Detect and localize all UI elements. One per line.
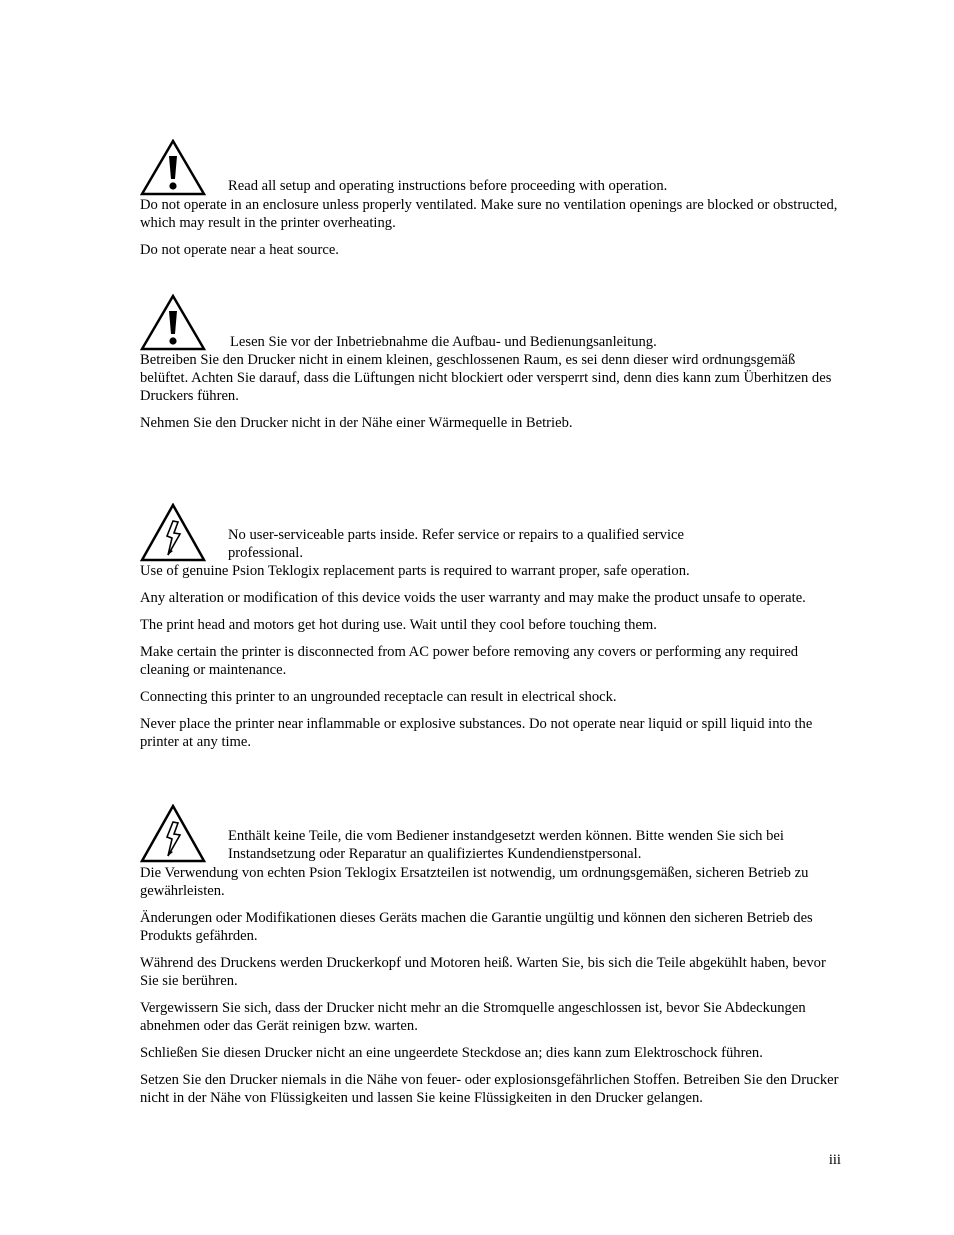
- caution-warning-row: [140, 294, 845, 351]
- paragraph: Setzen Sie den Drucker niemals in die Nähe von feuer- oder explosionsgefährlichen Stoffen. Betreiben Sie den Drucker nicht in der Nähe von Flüssigkeiten und lassen Sie keine Flüssigkeiten in den Drucker gelangen.: [140, 1072, 839, 1106]
- exclamation-warning-icon: [140, 139, 206, 196]
- paragraph: Use of genuine Psion Teklogix replacement parts is required to warrant proper, safe operation.: [140, 563, 690, 579]
- paragraph: Während des Druckens werden Druckerkopf und Motoren heiß. Warten Sie, bis sich die Teile abgekühlt haben, bevor Sie sie berühren.: [140, 955, 826, 989]
- paragraph: The print head and motors get hot during use. Wait until they cool before touching them.: [140, 617, 657, 633]
- paragraph: Nehmen Sie den Drucker nicht in der Nähe einer Wärmequelle in Betrieb.: [140, 415, 573, 431]
- paragraph: Do not operate near a heat source.: [140, 242, 339, 258]
- electric-shock-warning-icon: [140, 804, 206, 863]
- paragraph: Die Verwendung von echten Psion Teklogix Ersatzteilen ist notwendig, um ordnungsgemäßen, sicheren Betrieb zu gewährleisten.: [140, 865, 809, 899]
- electric-shock-warning-icon: [140, 503, 206, 562]
- paragraph: Betreiben Sie den Drucker nicht in einem kleinen, geschlossenen Raum, es sei denn dieser wird ordnungsgemäß belüftet. Achten Sie darauf, dass die Lüftungen nicht blockiert oder versperrt sind, denn dies kann zum Überhitzen des Druckers führen.: [140, 352, 832, 404]
- page-number: iii: [828, 1152, 841, 1168]
- paragraph: Änderungen oder Modifikationen dieses Geräts machen die Garantie ungültig und können den sicheren Betrieb des Produkts gefährden.: [140, 910, 813, 944]
- electrical-warning-row: [140, 804, 845, 864]
- electrical-warning-row: [140, 503, 845, 562]
- electrical-warning-text: Enthält keine Teile, die vom Bediener instandgesetzt werden können. Bitte wenden Sie sich bei Instandsetzung oder Reparatur an qualifiziertes Kundendienstpersonal.: [228, 828, 784, 862]
- paragraph: Connecting this printer to an ungrounded receptacle can result in electrical shock.: [140, 689, 617, 705]
- exclamation-warning-icon: [140, 294, 206, 351]
- paragraph: Schließen Sie diesen Drucker nicht an eine ungeerdete Steckdose an; dies kann zum Elektroschock führen.: [140, 1045, 763, 1061]
- caution-section-english: [140, 139, 845, 268]
- caution-warning-text: Lesen Sie vor der Inbetriebnahme die Aufbau- und Bedienungsanleitung.: [230, 334, 657, 350]
- paragraph: Never place the printer near inflammable or explosive substances. Do not operate near liquid or spill liquid into the printer at any time.: [140, 716, 813, 750]
- electrical-warning-text: No user-serviceable parts inside. Refer service or repairs to a qualified service professional.: [228, 527, 684, 561]
- caution-warning-text: Read all setup and operating instructions before proceeding with operation.: [228, 178, 668, 194]
- paragraph: Any alteration or modification of this device voids the user warranty and may make the product unsafe to operate.: [140, 590, 806, 606]
- paragraph: Make certain the printer is disconnected from AC power before removing any covers or performing any required cleaning or maintenance.: [140, 644, 799, 678]
- paragraph: Vergewissern Sie sich, dass der Drucker nicht mehr an die Stromquelle angeschlossen ist, bevor Sie Abdeckungen abnehmen oder das Gerät reinigen bzw. warten.: [140, 1000, 806, 1034]
- caution-warning-row: [140, 139, 845, 196]
- caution-section-german: [140, 294, 845, 441]
- electrical-warning-section-english: [140, 503, 845, 760]
- electrical-warning-section-german: [140, 804, 845, 1116]
- paragraph: Do not operate in an enclosure unless properly ventilated. Make sure no ventilation openings are blocked or obstructed, which may result in the printer overheating.: [140, 197, 838, 231]
